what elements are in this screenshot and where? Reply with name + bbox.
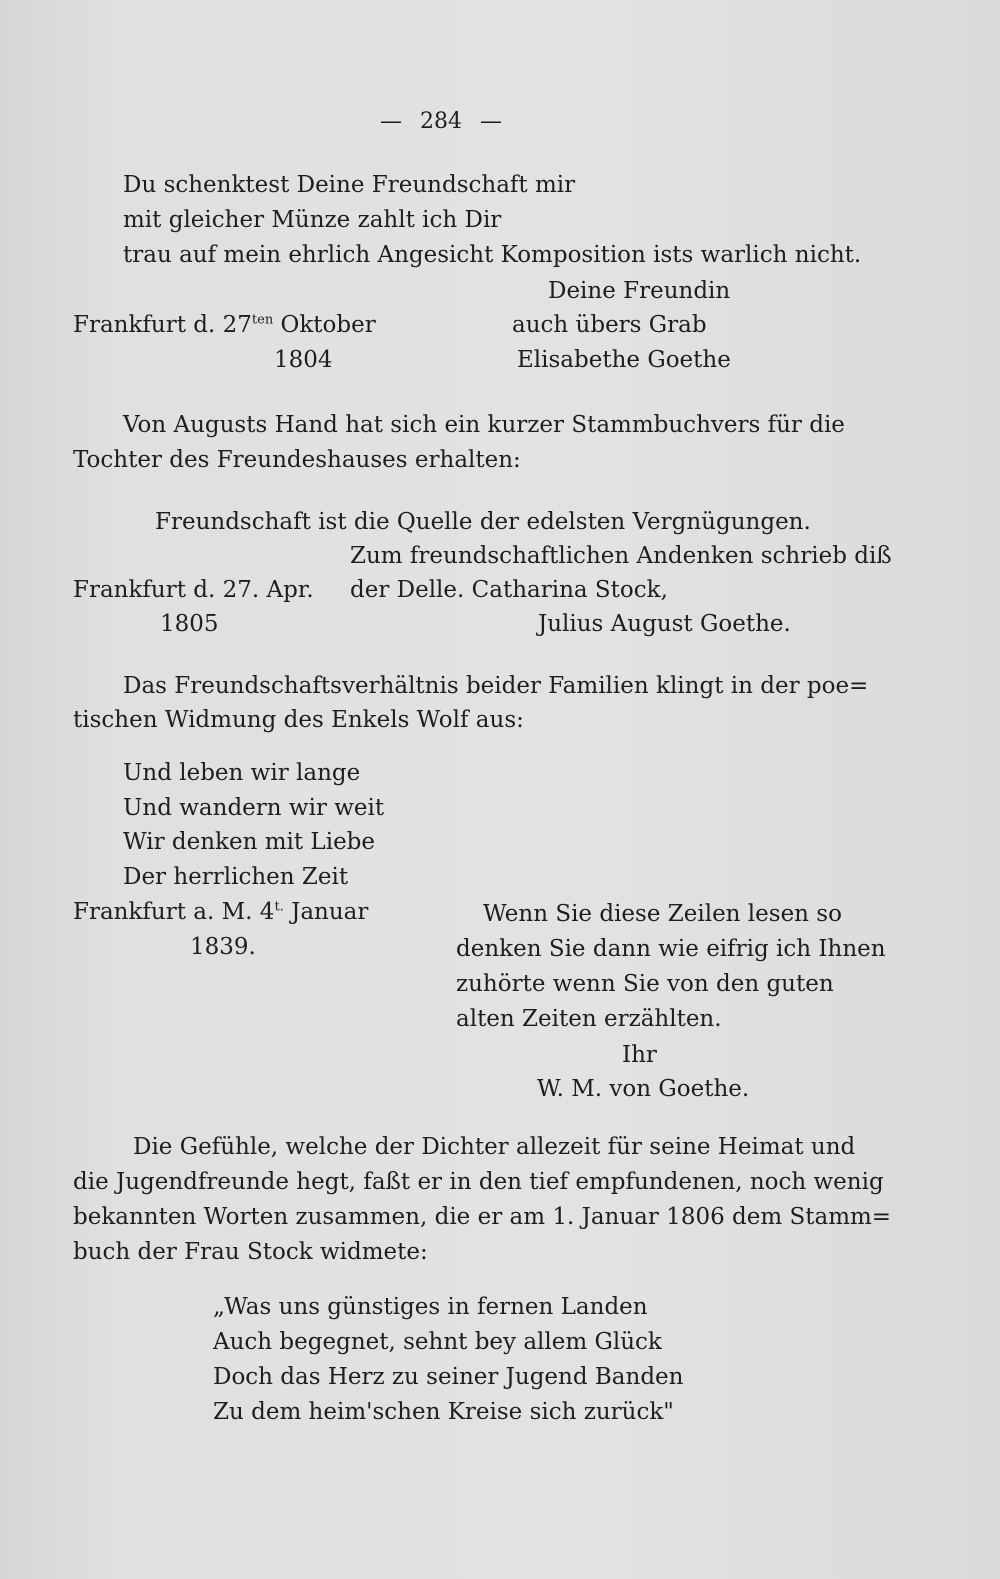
poem3-right-line: alten Zeiten erzählten. (456, 1006, 722, 1032)
poem4-line: „Was uns günstiges in fernen Landen (213, 1294, 648, 1320)
para3-line: buch der Frau Stock widmete: (73, 1239, 428, 1265)
poem4-line: Auch begegnet, sehnt bey allem Glück (213, 1329, 662, 1355)
letter1-signature-line: Elisabethe Goethe (517, 347, 731, 373)
letter1-signature-line: auch übers Grab (512, 312, 707, 338)
poem3-place (73, 897, 368, 927)
poem3-right-line: zuhörte wenn Sie von den guten (456, 971, 834, 997)
letter1-year: 1804 (274, 347, 333, 373)
letter1-signature-line: Deine Freundin (548, 278, 731, 304)
header-dash-left: — (380, 109, 402, 134)
para3-line: die Jugendfreunde hegt, faßt er in den tief empfundenen, noch wenig (73, 1169, 884, 1195)
verse2-signature: Julius August Goethe. (538, 611, 791, 637)
letter1-place (73, 310, 376, 340)
poem4-line: Zu dem heim'schen Kreise sich zurück" (213, 1399, 674, 1425)
header-dash-right: — (480, 109, 502, 134)
para2-line: tischen Widmung des Enkels Wolf aus: (73, 707, 524, 733)
poem3-line: Der herrlichen Zeit (123, 864, 349, 890)
poem3-year: 1839. (190, 934, 256, 960)
verse2-dedication-line: der Delle. Catharina Stock, (350, 577, 668, 603)
letter1-month: Oktober (273, 312, 376, 338)
verse2-line: Freundschaft ist die Quelle der edelsten Vergnügungen. (155, 509, 811, 535)
poem4-line: Doch das Herz zu seiner Jugend Banden (213, 1364, 684, 1390)
para3-line: Die Gefühle, welche der Dichter allezeit für seine Heimat und (133, 1134, 856, 1160)
letter1-place-sup: ten (251, 312, 274, 328)
para3-line: bekannten Worten zusammen, die er am 1. Januar 1806 dem Stamm= (73, 1204, 892, 1230)
poem3-closing: Ihr (622, 1042, 657, 1068)
poem3-line: Und wandern wir weit (123, 795, 385, 821)
poem3-right-line: denken Sie dann wie eifrig ich Ihnen (456, 936, 886, 962)
poem3-line: Wir denken mit Liebe (123, 829, 376, 855)
para1-line: Tochter des Freundeshauses erhalten: (73, 447, 521, 473)
verse2-dedication-line: Zum freundschaftlichen Andenken schrieb diß (350, 543, 892, 569)
verse2-year: 1805 (160, 611, 219, 637)
poem3-month: Januar (283, 899, 369, 925)
page-header (380, 107, 502, 137)
letter1-line: Du schenktest Deine Freundschaft mir (123, 172, 576, 198)
poem3-place-text: Frankfurt a. M. 4 (73, 899, 275, 925)
letter1-line: mit gleicher Münze zahlt ich Dir (123, 207, 502, 233)
poem3-place-sup: t. (274, 899, 284, 915)
letter1-line: trau auf mein ehrlich Angesicht Komposition ists warlich nicht. (123, 242, 862, 268)
poem3-right-line: Wenn Sie diese Zeilen lesen so (483, 901, 842, 927)
page-number: 284 (420, 109, 462, 134)
poem3-line: Und leben wir lange (123, 760, 361, 786)
poem3-signature: W. M. von Goethe. (537, 1076, 750, 1102)
para1-line: Von Augusts Hand hat sich ein kurzer Stammbuchvers für die (123, 412, 845, 438)
para2-line: Das Freundschaftsverhältnis beider Familien klingt in der poe= (123, 673, 869, 699)
letter1-place-text: Frankfurt d. 27 (73, 312, 252, 338)
verse2-place: Frankfurt d. 27. Apr. (73, 577, 314, 603)
